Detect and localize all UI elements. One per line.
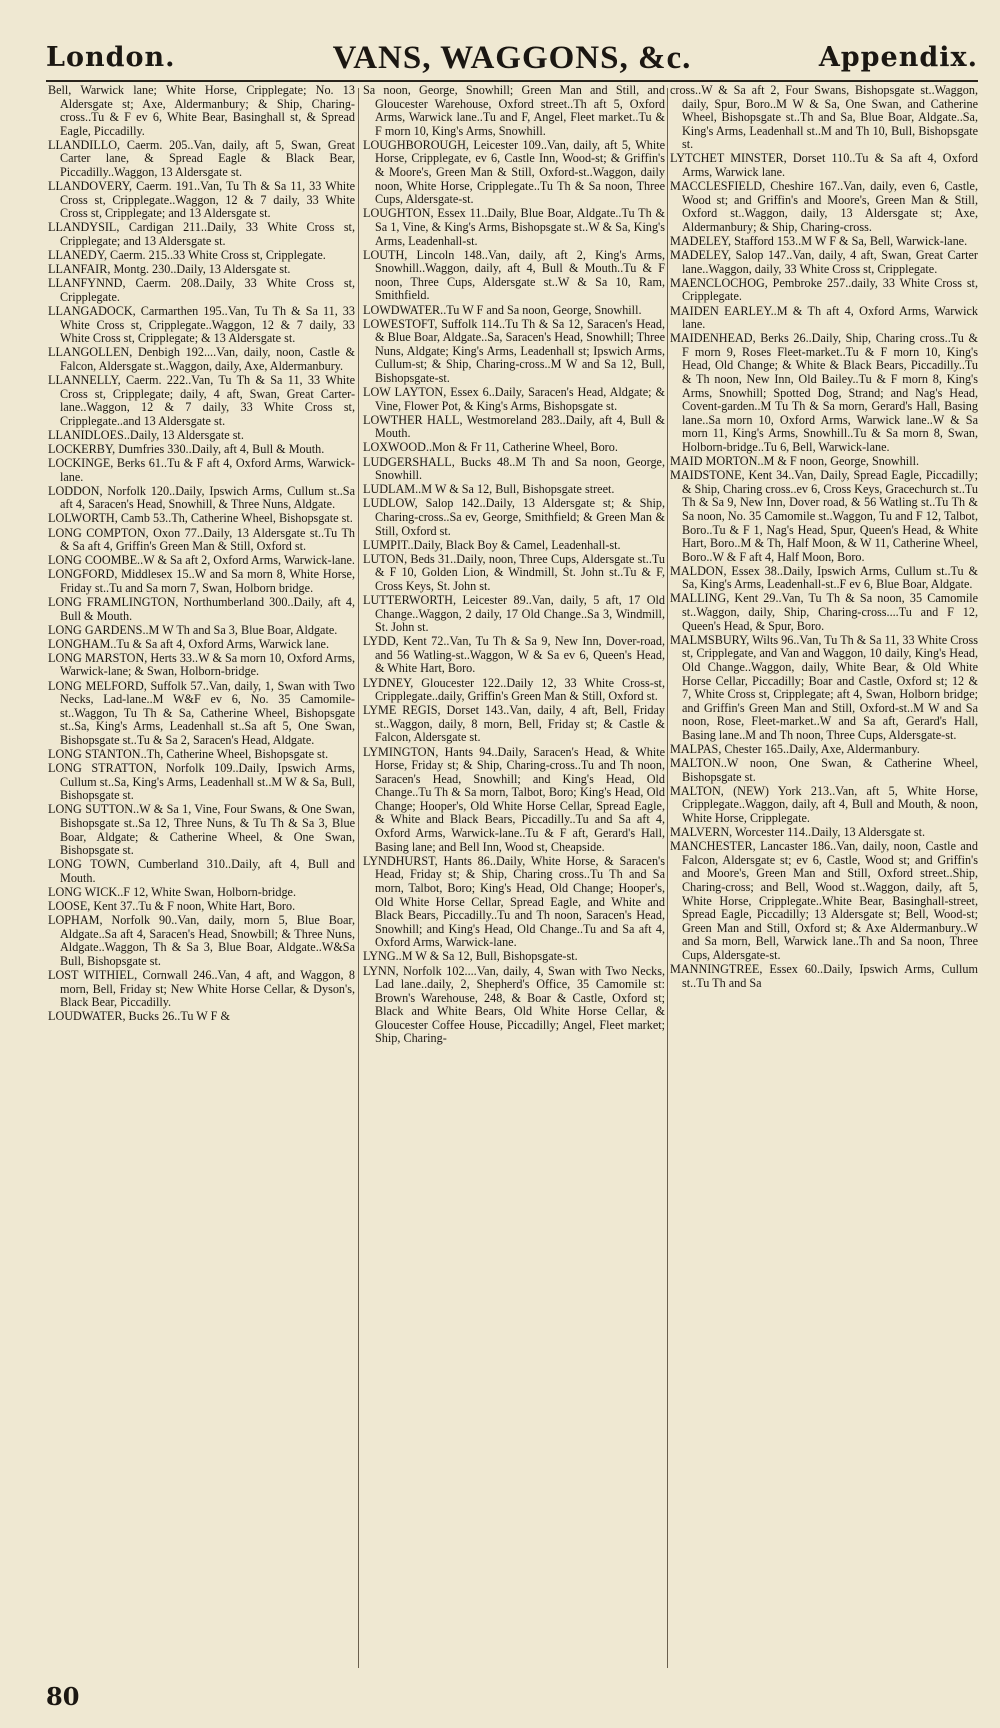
directory-entry: LYME REGIS, Dorset 143..Van, daily, 4 aft, Bell, Friday st..Waggon, daily, 8 morn, Bell, Friday st; & Castle & Falcon, Aldersgate st. (363, 703, 665, 745)
directory-entry: LLANFAIR, Montg. 230..Daily, 13 Aldersgate st. (48, 262, 291, 277)
directory-entry: MALTON, (NEW) York 213..Van, aft 5, White Horse, Cripplegate..Waggon, daily, aft 4, Bull and Mouth, & noon, White Horse, Cripplegate. (670, 783, 978, 825)
directory-entry: MALDON, Essex 38..Daily, Ipswich Arms, Cullum st..Tu & Sa, King's Arms, Leadenhall-st..F ev 6, Blue Boar, Aldgate. (670, 563, 978, 592)
directory-entry: LLANGOLLEN, Denbigh 192....Van, daily, noon, Castle & Falcon, Aldersgate st..Waggon, daily, Axe, Aldermanbury. (48, 345, 355, 373)
directory-entry: LLANFYNND, Caerm. 208..Daily, 33 White Cross st, Cripplegate. (48, 276, 355, 304)
directory-entry: MAID MORTON..M & F noon, George, Snowhill. (670, 454, 920, 469)
directory-entry: LONG STANTON..Th, Catherine Wheel, Bishopsgate st. (48, 747, 329, 761)
directory-entry: Bell, Warwick lane; White Horse, Cripplegate; No. 13 Aldersgate st; Axe, Aldermanbury; & Ship, Charing-cross..Tu & F ev 6, White Bear, Basinghall st, & Spread Eagle, Piccadilly. (48, 84, 355, 138)
directory-entry: LONG GARDENS..M W Th and Sa 3, Blue Boar, Aldgate. (48, 622, 338, 637)
directory-entry: LOCKINGE, Berks 61..Tu & F aft 4, Oxford Arms, Warwick-lane. (48, 456, 355, 484)
directory-entry: LONG COMPTON, Oxon 77..Daily, 13 Aldersgate st..Tu Th & Sa aft 4, Griffin's Green Man & Still, Oxford st. (48, 525, 355, 554)
directory-entry: MADELEY, Salop 147..Van, daily, 4 aft, Swan, Great Carter lane..Waggon, daily, 33 White Cross st, Cripplegate. (670, 248, 978, 276)
directory-entry: LOW LAYTON, Essex 6..Daily, Saracen's Head, Aldgate; & Vine, Flower Pot, & King's Arms, Bishopsgate st. (363, 385, 665, 413)
directory-entry: MAIDSTONE, Kent 34..Van, Daily, Spread Eagle, Piccadilly; & Ship, Charing cross..ev 6, Cross Keys, Gracechurch st..Tu Th & Sa 9, New Inn, Dover road, & 56 Watling st..Tu Th & Sa noon, No. 35 Camomile st..Waggon, Tu and F 12, Talbot, Boro..Tu & F 1, Nag's Head, Spur, Queen's Head, & White Hart, Boro..M & Th, Half Moon, & W 11, Catherine Wheel, Boro..W & F aft 4, Half Moon, Boro. (670, 468, 978, 564)
directory-entry: LOCKERBY, Dumfries 330..Daily, aft 4, Bull & Mouth. (48, 441, 325, 456)
directory-entry: LOXWOOD..Mon & Fr 11, Catherine Wheel, Boro. (363, 440, 618, 455)
directory-entry: LONGFORD, Middlesex 15..W and Sa morn 8, White Horse, Friday st..Tu and Sa morn 7, Swan, Holborn bridge. (48, 567, 355, 595)
directory-entry: MAENCLOCHOG, Pembroke 257..daily, 33 White Cross st, Cripplegate. (670, 275, 978, 304)
directory-entry: LONG TOWN, Cumberland 310..Daily, aft 4, Bull and Mouth. (48, 857, 355, 885)
directory-entry: LODDON, Norfolk 120..Daily, Ipswich Arms, Cullum st..Sa aft 4, Saracen's Head, Snowhill, & Three Nuns, Aldgate. (48, 483, 355, 512)
directory-entry: LYTCHET MINSTER, Dorset 110..Tu & Sa aft 4, Oxford Arms, Warwick lane. (670, 151, 978, 180)
directory-entry: MADELEY, Stafford 153..M W F & Sa, Bell, Warwick-lane. (670, 234, 968, 249)
directory-entry: LOWESTOFT, Suffolk 114..Tu Th & Sa 12, Saracen's Head, & Blue Boar, Aldgate..Sa, Saracen's Head, Snowhill; Three Nuns, Aldgate; King's Arms, Leadenhall st; Ipswich Arms, Cullum-st; & Ship, Charing-cross..M W and Sa 12, Bull, Bishopsgate-st. (363, 316, 665, 385)
directory-entry: LUDGERSHALL, Bucks 48..M Th and Sa noon, George, Snowhill. (363, 454, 665, 483)
page-number: 80 (46, 1682, 80, 1711)
directory-entry: MAIDEN EARLEY..M & Th aft 4, Oxford Arms, Warwick lane. (670, 303, 978, 332)
directory-entry: MALPAS, Chester 165..Daily, Axe, Aldermanbury. (670, 742, 920, 756)
directory-entry: LOUTH, Lincoln 148..Van, daily, aft 2, King's Arms, Snowhill..Waggon, daily, aft 4, Bull & Mouth..Tu & F noon, Three Cups, Aldersgate st..W & Sa 10, Ram, Smithfield. (363, 247, 665, 303)
text-column-2 (363, 84, 665, 1674)
directory-entry: LLANDOVERY, Caerm. 191..Van, Tu Th & Sa 11, 33 White Cross st, Cripplegate..Waggon, 12 & 7 daily, 33 White Cross st, Cripplegate; and 13 Aldersgate st. (48, 179, 355, 221)
directory-entry: LLANDILLO, Caerm. 205..Van, daily, aft 5, Swan, Great Carter lane, & Spread Eagle & Black Bear, Piccadilly..Waggon, 13 Aldersgate st. (48, 137, 355, 180)
directory-entry: LOWDWATER..Tu W F and Sa noon, George, Snowhill. (363, 302, 642, 317)
directory-entry: LUMPIT..Daily, Black Boy & Camel, Leadenhall-st. (363, 537, 621, 552)
directory-entry: LONG COOMBE..W & Sa aft 2, Oxford Arms, Warwick-lane. (48, 553, 355, 568)
directory-entry: LYNDHURST, Hants 86..Daily, White Horse, & Saracen's Head, Friday st; & Ship, Charing cross..Tu Th and Sa morn, Talbot, Boro; King's Head, Old Change; Hooper's, Old White Horse Cellar, Spread Eagle, and White and Black Bears, Piccadilly..Tu and Th noon, Saracen's Head, Snowhill; and King's Head, Old Change..Tu and Sa aft 4, Oxford Arms, Warwick-lane. (363, 853, 665, 950)
column-divider (358, 88, 359, 1668)
directory-entry: LONG MARSTON, Herts 33..W & Sa morn 10, Oxford Arms, Warwick-lane; & Swan, Holborn-bridge. (48, 650, 355, 679)
directory-entry: LOOSE, Kent 37..Tu & F noon, White Hart, Boro. (48, 899, 296, 914)
directory-entry: MALLING, Kent 29..Van, Tu Th & Sa noon, 35 Camomile st..Waggon, daily, Ship, Charing-cross....Tu and F 12, Queen's Head, & Spur, Boro. (670, 591, 978, 633)
directory-entry: LUTTERWORTH, Leicester 89..Van, daily, 5 aft, 17 Old Change..Waggon, 2 daily, 17 Old Change..Sa 3, Windmill, St. John st. (363, 592, 665, 635)
directory-entry: LYNN, Norfolk 102....Van, daily, 4, Swan with Two Necks, Lad lane..daily, 2, Shepherd's Office, 35 Camomile st: Brown's Warehouse, 248, & Boar & Castle, Oxford st; Black and White Bears, Old White Horse Cellar, & Gloucester Coffee House, Piccadilly; Angel, Fleet market; Ship, Charing- (363, 963, 665, 1046)
text-column-1 (48, 84, 355, 1674)
directory-entry: LONG STRATTON, Norfolk 109..Daily, Ipswich Arms, Cullum st..Sa, King's Arms, Leadenhall st..M W & Sa, Bull, Bishopsgate st. (48, 761, 355, 803)
directory-entry: LONG MELFORD, Suffolk 57..Van, daily, 1, Swan with Two Necks, Lad-lane..M W&F ev 6, No. 35 Camomile-st..Waggon, Tu Th & Sa, Catherine Wheel, Bishopsgate st..Sa, King's Arms, Leadenhall st..Sa aft 5, One Swan, Bishopsgate st..Tu & Sa 2, Saracen's Head, Aldgate. (48, 678, 355, 747)
running-head-left: London. (46, 42, 176, 73)
directory-entry: LYMINGTON, Hants 94..Daily, Saracen's Head, & White Horse, Friday st; & Ship, Charing-cross..Tu and Th noon, Saracen's Head, Snowhill; and King's Head, Old Change..Tu Th & Sa morn, Talbot, Boro; King's Head, Old Change; Hooper's, Old White Horse Cellar, Spread Eagle, & White and Black Bears, Piccadilly..Tu and Sa aft 4, Oxford Arms, Warwick-lane..Tu & F aft, Gerard's Hall, Basing lane; and Bell Inn, Wood st, Cheapside. (363, 744, 665, 854)
directory-entry: LONG FRAMLINGTON, Northumberland 300..Daily, aft 4, Bull & Mouth. (48, 594, 355, 623)
directory-entry: MAIDENHEAD, Berks 26..Daily, Ship, Charing cross..Tu & F morn 9, Roses Fleet-market..Tu & F morn 10, King's Head, Old Change; & White & Black Bears, Piccadilly..Tu & Th noon, New Inn, Old Bailey..Tu & F morn 8, King's Arms, Snowhill; Spotted Dog, Strand; and Nag's Head, Covent-garden..M Tu Th & Sa morn, Gerard's Hall, Basing lane..Sa morn 10, Oxford Arms, Warwick lane..W & Sa morn 11, King's Arms, Snowhill..Tu & Sa morn 8, Swan, Holborn-bridge..Tu 6, Bell, Warwick-lane. (670, 331, 978, 454)
directory-entry: LOUGHTON, Essex 11..Daily, Blue Boar, Aldgate..Tu Th & Sa 1, Vine, & King's Arms, Bishopsgate st..W & Sa, King's Arms, Leadenhall-st. (363, 206, 665, 248)
directory-entry: LYDNEY, Gloucester 122..Daily 12, 33 White Cross-st, Cripplegate..daily, Griffin's Green Man & Still, Oxford st. (363, 675, 665, 704)
column-divider (667, 88, 668, 1668)
directory-entry: LONG WICK..F 12, White Swan, Holborn-bridge. (48, 884, 297, 899)
directory-entry: MANCHESTER, Lancaster 186..Van, daily, noon, Castle and Falcon, Aldersgate st; ev 6, Castle, Wood st; and Griffin's and Moore's, Green Man and Still, Oxford street..Ship, Charing-cross; and Bell, Wood st..Waggon, daily, aft 5, White Horse, Cripplegate..White Bear, Basinghall-street, Spread Eagle, Piccadilly; 13 Aldersgate st; Bell, Wood-st; Green Man and Still, Oxford st; & Axe Aldermanbury..W and Sa morn, Bell, Warwick lane..Th and Sa noon, Three Cups, Aldersgate-st. (670, 839, 978, 962)
directory-entry: LUTON, Beds 31..Daily, noon, Three Cups, Aldersgate st..Tu & F 10, Golden Lion, & Windmill, St. John st..Tu & F, Cross Keys, St. John st. (363, 551, 665, 593)
directory-entry: LOUDWATER, Bucks 26..Tu W F & (48, 1009, 230, 1024)
directory-entry: LONG SUTTON..W & Sa 1, Vine, Four Swans, & One Swan, Bishopsgate st..Sa 12, Three Nuns, & Tu Th & Sa 3, Blue Boar, Aldgate; & Catherine Wheel, & One Swan, Bishopsgate st. (48, 802, 355, 858)
directory-entry: LUDLAM..M W & Sa 12, Bull, Bishopsgate street. (363, 482, 615, 497)
running-head-right: Appendix. (818, 42, 978, 73)
directory-entry: LOLWORTH, Camb 53..Th, Catherine Wheel, Bishopsgate st. (48, 511, 353, 526)
directory-entry: cross..W & Sa aft 2, Four Swans, Bishopsgate st..Waggon, daily, Spur, Boro..M W & Sa, One Swan, and Catherine Wheel, Bishopsgate st..Th and Sa, Blue Boar, Aldgate..Sa, King's Arms, Leadenhall st..M and Th 10, Bull, Bishopsgate st. (670, 84, 978, 152)
directory-entry: LOWTHER HALL, Westmoreland 283..Daily, aft 4, Bull & Mouth. (363, 412, 665, 441)
directory-entry: LOUGHBOROUGH, Leicester 109..Van, daily, aft 5, White Horse, Cripplegate, ev 6, Castle Inn, Wood-st; & Griffin's & Moore's, Green Man & Still, Oxford-st..Waggon, daily noon, White Horse, Cripplegate..Tu Th & Sa noon, Three Cups, Aldersgate-st. (363, 137, 665, 207)
directory-entry: MALMSBURY, Wilts 96..Van, Tu Th & Sa 11, 33 White Cross st, Cripplegate, and Van and Waggon, 10 daily, King's Head, Old Change..Waggon, daily, White Bear, & Old White Horse Cellar, Piccadilly; Boar and Castle, Oxford st; 12 & 7, White Cross st, Cripplegate; aft 4, Swan, Holborn bridge; and Griffin's Green Man and Still, Oxford-st..M W and Sa noon, Rose, Fleet-market..W and Sa aft, Gerard's Hall, Basing lane..M and Th noon, Three Cups, Aldersgate-st. (670, 632, 978, 742)
directory-entry: LOPHAM, Norfolk 90..Van, daily, morn 5, Blue Boar, Aldgate..Sa aft 4, Saracen's Head, Snowbill; & Three Nuns, Aldgate..Waggon, Th & Sa 3, Blue Boar, Aldgate..W&Sa Bull, Bishopsgate st. (48, 913, 355, 968)
text-column-3 (670, 84, 978, 1674)
directory-entry: Sa noon, George, Snowhill; Green Man and Still, and Gloucester Warehouse, Oxford street..Th aft 5, Oxford Arms, Warwick lane..Tu and F, Angel, Fleet market..Tu & F morn 10, King's Arms, Snowhill. (363, 84, 665, 138)
directory-entry: LLANEDY, Caerm. 215..33 White Cross st, Cripplegate. (48, 248, 326, 263)
directory-entry: MALTON..W noon, One Swan, & Catherine Wheel, Bishopsgate st. (670, 756, 978, 784)
directory-entry: MACCLESFIELD, Cheshire 167..Van, daily, even 6, Castle, Wood st; and Griffin's and Moore's, Green Man & Still, Oxford st..Waggon, daily, 13 Aldersgate st; Axe, Aldermanbury; & Ship, Charing-cross. (670, 179, 978, 234)
directory-entry: LLANIDLOES..Daily, 13 Aldersgate st. (48, 427, 244, 442)
directory-entry: LLANDYSIL, Cardigan 211..Daily, 33 White Cross st, Cripplegate; and 13 Aldersgate st. (48, 220, 355, 249)
directory-entry: LOST WITHIEL, Cornwall 246..Van, 4 aft, and Waggon, 8 morn, Bell, Friday st; New White Horse Cellar, & Dyson's, Black Bear, Piccadilly. (48, 968, 355, 1010)
directory-entry: LLANNELLY, Caerm. 222..Van, Tu Th & Sa 11, 33 White Cross st, Cripplegate; daily, 4 aft, Swan, Great Carter-lane..Waggon, 12 & 7 daily, 33 White Cross st, Cripplegate..and 13 Aldersgate st. (48, 372, 355, 428)
directory-entry: LYDD, Kent 72..Van, Tu Th & Sa 9, New Inn, Dover-road, and 56 Watling-st..Waggon, W & Sa ev 6, Queen's Head, & White Hart, Boro. (363, 634, 665, 676)
directory-entry: LLANGADOCK, Carmarthen 195..Van, Tu Th & Sa 11, 33 White Cross st, Cripplegate..Waggon, 12 & 7 daily, 33 White Cross st, Cripplegate; & 13 Aldersgate st. (48, 304, 355, 346)
directory-entry: LUDLOW, Salop 142..Daily, 13 Aldersgate st; & Ship, Charing-cross..Sa ev, George, Smithfield; & Green Man & Still, Oxford st. (363, 496, 665, 538)
directory-entry: LONGHAM..Tu & Sa aft 4, Oxford Arms, Warwick lane. (48, 636, 329, 651)
page-header (46, 38, 978, 82)
directory-entry: MANNINGTREE, Essex 60..Daily, Ipswich Arms, Cullum st..Tu Th and Sa (670, 962, 978, 990)
directory-entry: LYNG..M W & Sa 12, Bull, Bishopsgate-st. (363, 949, 578, 964)
page-title: VANS, WAGGONS, &c. (332, 40, 692, 76)
directory-entry: MALVERN, Worcester 114..Daily, 13 Aldersgate st. (670, 825, 926, 840)
